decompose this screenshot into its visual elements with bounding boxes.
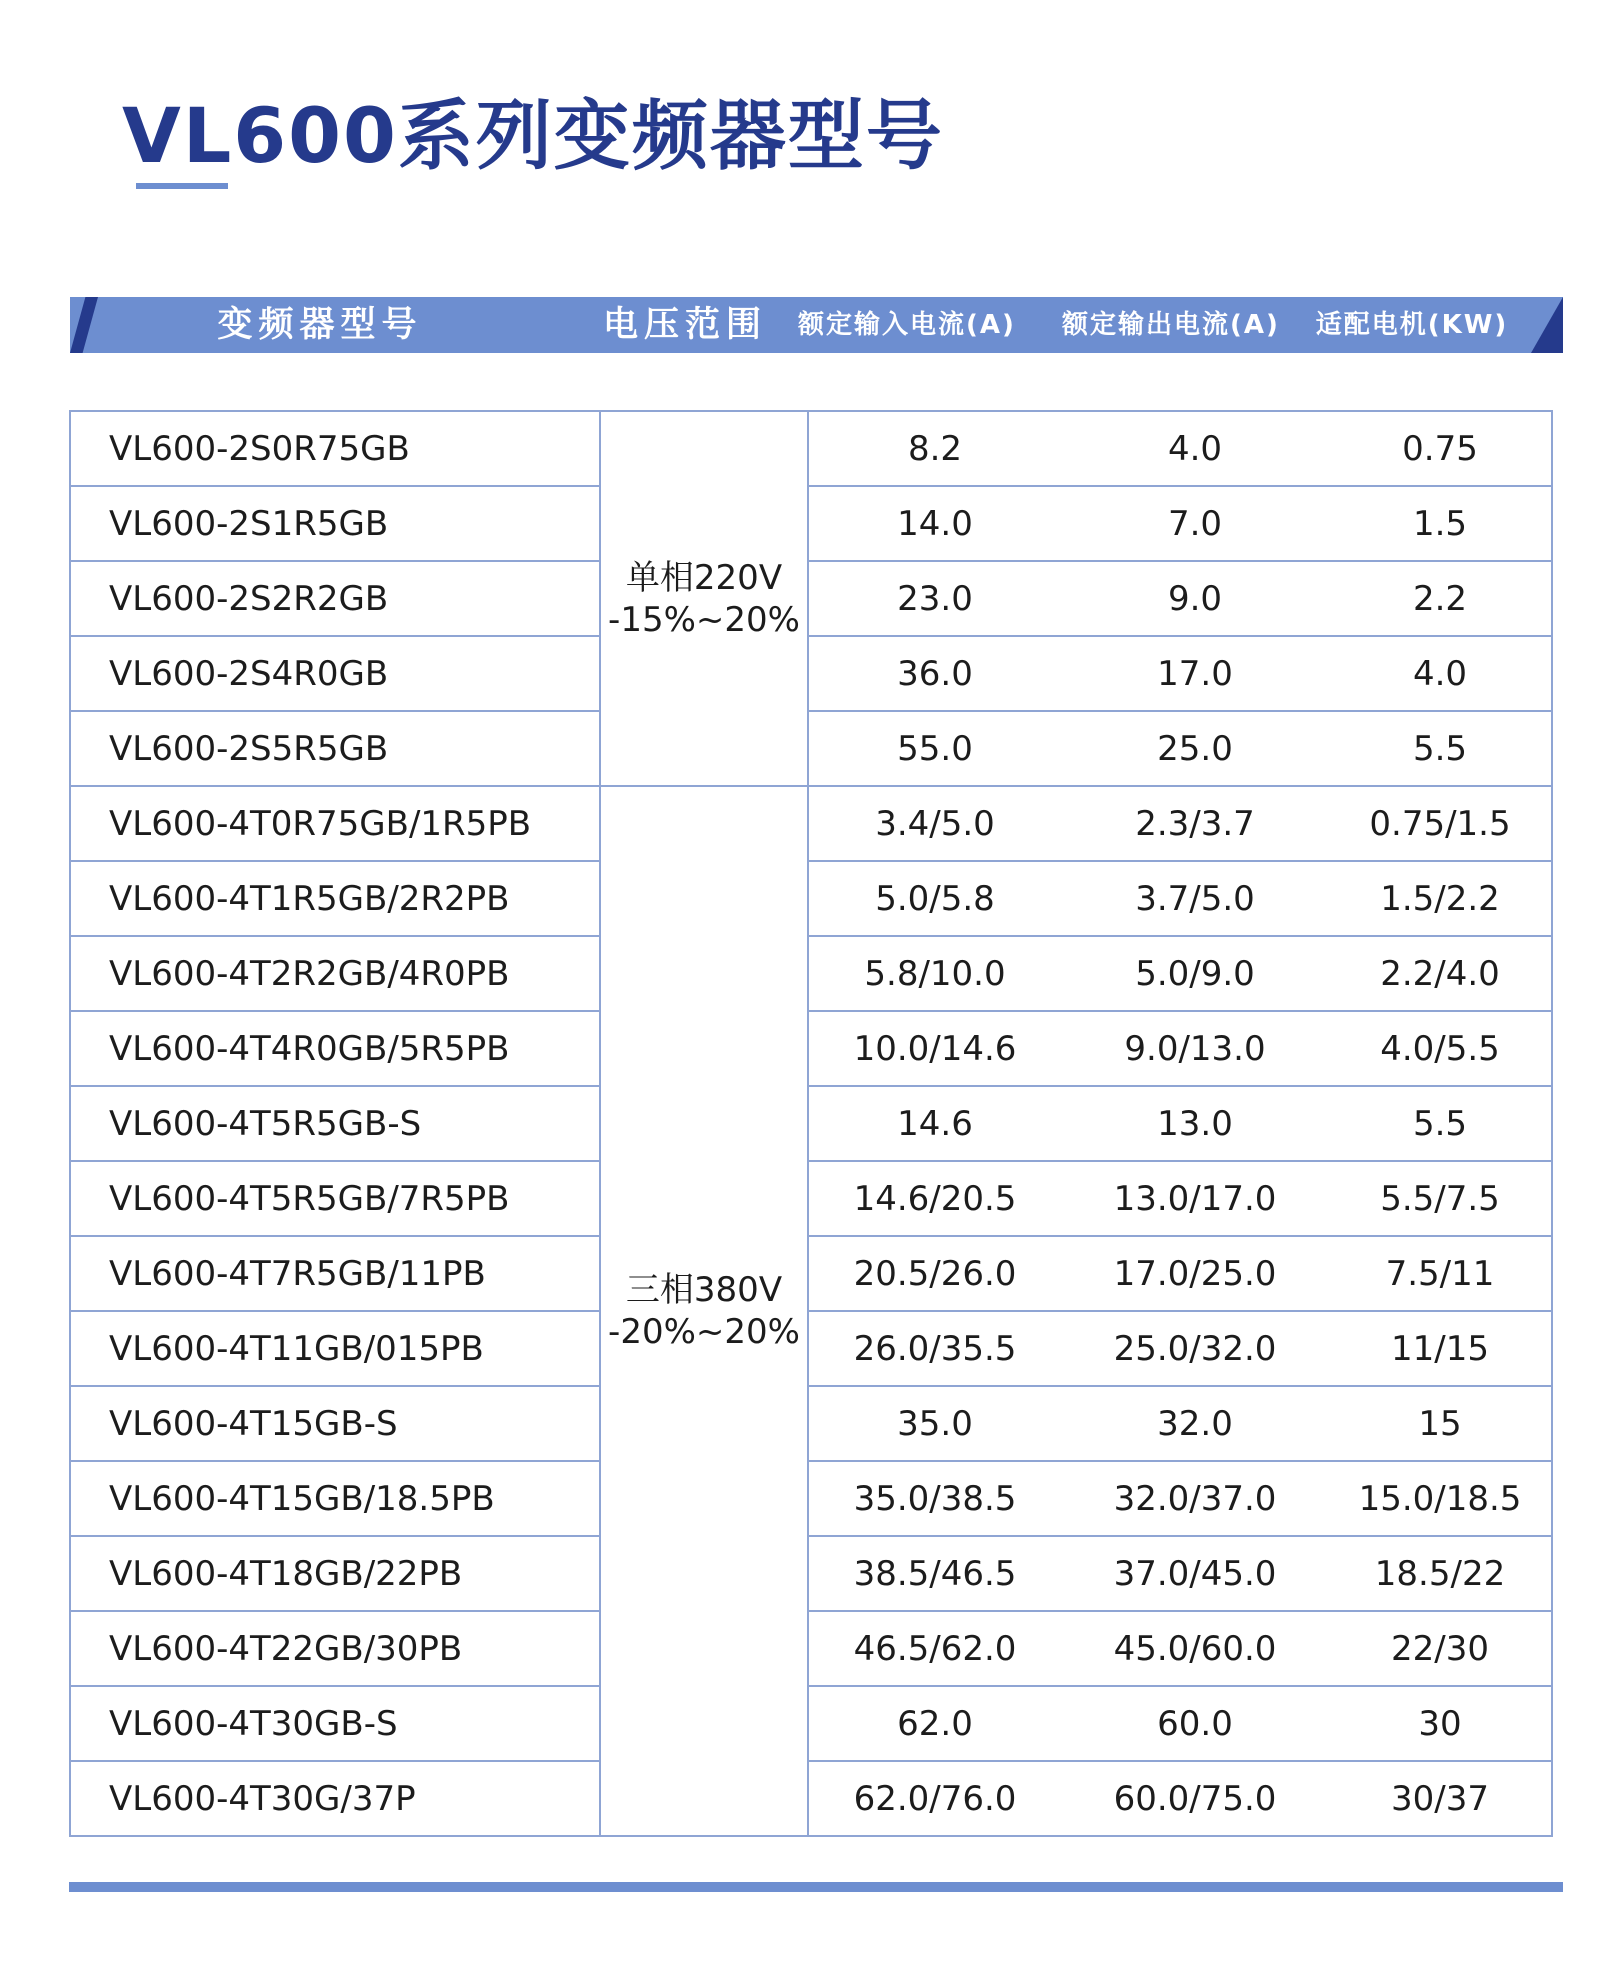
output-current-cell: 2.3/3.7	[1061, 786, 1329, 861]
motor-power-cell: 22/30	[1329, 1611, 1552, 1686]
motor-power-cell: 11/15	[1329, 1311, 1552, 1386]
output-current-cell: 32.0/37.0	[1061, 1461, 1329, 1536]
motor-power-cell: 4.0	[1329, 636, 1552, 711]
output-current-cell: 60.0	[1061, 1686, 1329, 1761]
input-current-cell: 35.0/38.5	[808, 1461, 1061, 1536]
input-current-cell: 5.8/10.0	[808, 936, 1061, 1011]
table-row	[70, 711, 1552, 786]
model-cell: VL600-4T30GB-S	[70, 1686, 600, 1761]
table-row	[70, 411, 1552, 486]
model-cell: VL600-2S1R5GB	[70, 486, 600, 561]
model-cell: VL600-4T22GB/30PB	[70, 1611, 600, 1686]
output-current-cell: 25.0/32.0	[1061, 1311, 1329, 1386]
motor-power-cell: 2.2	[1329, 561, 1552, 636]
voltage-phase-label: 三相380V	[625, 1270, 783, 1310]
input-current-cell: 23.0	[808, 561, 1061, 636]
output-current-cell: 32.0	[1061, 1386, 1329, 1461]
header-motor: 适配电机(KW)	[1315, 310, 1509, 340]
motor-power-cell: 7.5/11	[1329, 1236, 1552, 1311]
motor-power-cell: 5.5	[1329, 711, 1552, 786]
motor-power-cell: 30	[1329, 1686, 1552, 1761]
table-row	[70, 486, 1552, 561]
motor-power-cell: 18.5/22	[1329, 1536, 1552, 1611]
voltage-phase-label: 单相220V	[625, 557, 783, 598]
output-current-cell: 9.0	[1061, 561, 1329, 636]
input-current-cell: 38.5/46.5	[808, 1536, 1061, 1611]
model-cell: VL600-4T2R2GB/4R0PB	[70, 936, 600, 1011]
output-current-cell: 25.0	[1061, 711, 1329, 786]
motor-power-cell: 5.5	[1329, 1086, 1552, 1161]
table-row	[70, 1011, 1552, 1086]
motor-power-cell: 0.75/1.5	[1329, 786, 1552, 861]
header-output-current: 额定输出电流(A)	[1062, 310, 1280, 340]
input-current-cell: 36.0	[808, 636, 1061, 711]
voltage-tolerance-label: -15%~20%	[608, 599, 800, 640]
output-current-cell: 17.0	[1061, 636, 1329, 711]
header-voltage: 电压范围	[602, 305, 767, 345]
voltage-range-cell	[600, 786, 808, 1836]
model-cell: VL600-4T5R5GB-S	[70, 1086, 600, 1161]
table-row	[70, 1311, 1552, 1386]
model-cell: VL600-2S4R0GB	[70, 636, 600, 711]
voltage-range-cell	[600, 411, 808, 786]
model-cell: VL600-4T4R0GB/5R5PB	[70, 1011, 600, 1086]
model-cell: VL600-4T1R5GB/2R2PB	[70, 861, 600, 936]
table-row	[70, 861, 1552, 936]
input-current-cell: 35.0	[808, 1386, 1061, 1461]
model-cell: VL600-2S2R2GB	[70, 561, 600, 636]
table-row	[70, 1461, 1552, 1536]
input-current-cell: 14.6	[808, 1086, 1061, 1161]
header-model: 变频器型号	[217, 305, 423, 345]
model-cell: VL600-4T7R5GB/11PB	[70, 1236, 600, 1311]
model-cell: VL600-4T11GB/015PB	[70, 1311, 600, 1386]
motor-power-cell: 15.0/18.5	[1329, 1461, 1552, 1536]
output-current-cell: 13.0/17.0	[1061, 1161, 1329, 1236]
table-row	[70, 1236, 1552, 1311]
motor-power-cell: 0.75	[1329, 411, 1552, 486]
motor-power-cell: 5.5/7.5	[1329, 1161, 1552, 1236]
input-current-cell: 46.5/62.0	[808, 1611, 1061, 1686]
input-current-cell: 8.2	[808, 411, 1061, 486]
header-input-current: 额定输入电流(A)	[798, 310, 1016, 340]
table-row	[70, 1611, 1552, 1686]
table-row	[70, 1161, 1552, 1236]
model-cell: VL600-2S0R75GB	[70, 411, 600, 486]
output-current-cell: 5.0/9.0	[1061, 936, 1329, 1011]
motor-power-cell: 2.2/4.0	[1329, 936, 1552, 1011]
output-current-cell: 4.0	[1061, 411, 1329, 486]
table-row	[70, 1536, 1552, 1611]
table-row	[70, 636, 1552, 711]
output-current-cell: 45.0/60.0	[1061, 1611, 1329, 1686]
bottom-bar	[69, 1882, 1563, 1892]
motor-power-cell: 1.5/2.2	[1329, 861, 1552, 936]
title-underline	[136, 183, 228, 189]
output-current-cell: 9.0/13.0	[1061, 1011, 1329, 1086]
model-cell: VL600-4T15GB-S	[70, 1386, 600, 1461]
input-current-cell: 14.6/20.5	[808, 1161, 1061, 1236]
model-cell: VL600-2S5R5GB	[70, 711, 600, 786]
motor-power-cell: 30/37	[1329, 1761, 1552, 1836]
motor-power-cell: 4.0/5.5	[1329, 1011, 1552, 1086]
input-current-cell: 20.5/26.0	[808, 1236, 1061, 1311]
output-current-cell: 13.0	[1061, 1086, 1329, 1161]
output-current-cell: 37.0/45.0	[1061, 1536, 1329, 1611]
table-row	[70, 936, 1552, 1011]
table-row	[70, 1686, 1552, 1761]
input-current-cell: 5.0/5.8	[808, 861, 1061, 936]
table-row	[70, 1086, 1552, 1161]
table-row	[70, 561, 1552, 636]
spec-table	[69, 410, 1553, 1837]
model-cell: VL600-4T18GB/22PB	[70, 1536, 600, 1611]
output-current-cell: 7.0	[1061, 486, 1329, 561]
input-current-cell: 3.4/5.0	[808, 786, 1061, 861]
motor-power-cell: 1.5	[1329, 486, 1552, 561]
output-current-cell: 60.0/75.0	[1061, 1761, 1329, 1836]
input-current-cell: 14.0	[808, 486, 1061, 561]
model-cell: VL600-4T0R75GB/1R5PB	[70, 786, 600, 861]
input-current-cell: 62.0	[808, 1686, 1061, 1761]
table-row	[70, 1386, 1552, 1461]
model-cell: VL600-4T5R5GB/7R5PB	[70, 1161, 600, 1236]
table-row	[70, 786, 1552, 861]
model-cell: VL600-4T15GB/18.5PB	[70, 1461, 600, 1536]
input-current-cell: 26.0/35.5	[808, 1311, 1061, 1386]
table-row	[70, 1761, 1552, 1836]
output-current-cell: 3.7/5.0	[1061, 861, 1329, 936]
input-current-cell: 55.0	[808, 711, 1061, 786]
motor-power-cell: 15	[1329, 1386, 1552, 1461]
output-current-cell: 17.0/25.0	[1061, 1236, 1329, 1311]
model-cell: VL600-4T30G/37P	[70, 1761, 600, 1836]
page-title: VL600系列变频器型号	[122, 91, 944, 180]
input-current-cell: 10.0/14.6	[808, 1011, 1061, 1086]
voltage-tolerance-label: -20%~20%	[608, 1312, 800, 1352]
input-current-cell: 62.0/76.0	[808, 1761, 1061, 1836]
